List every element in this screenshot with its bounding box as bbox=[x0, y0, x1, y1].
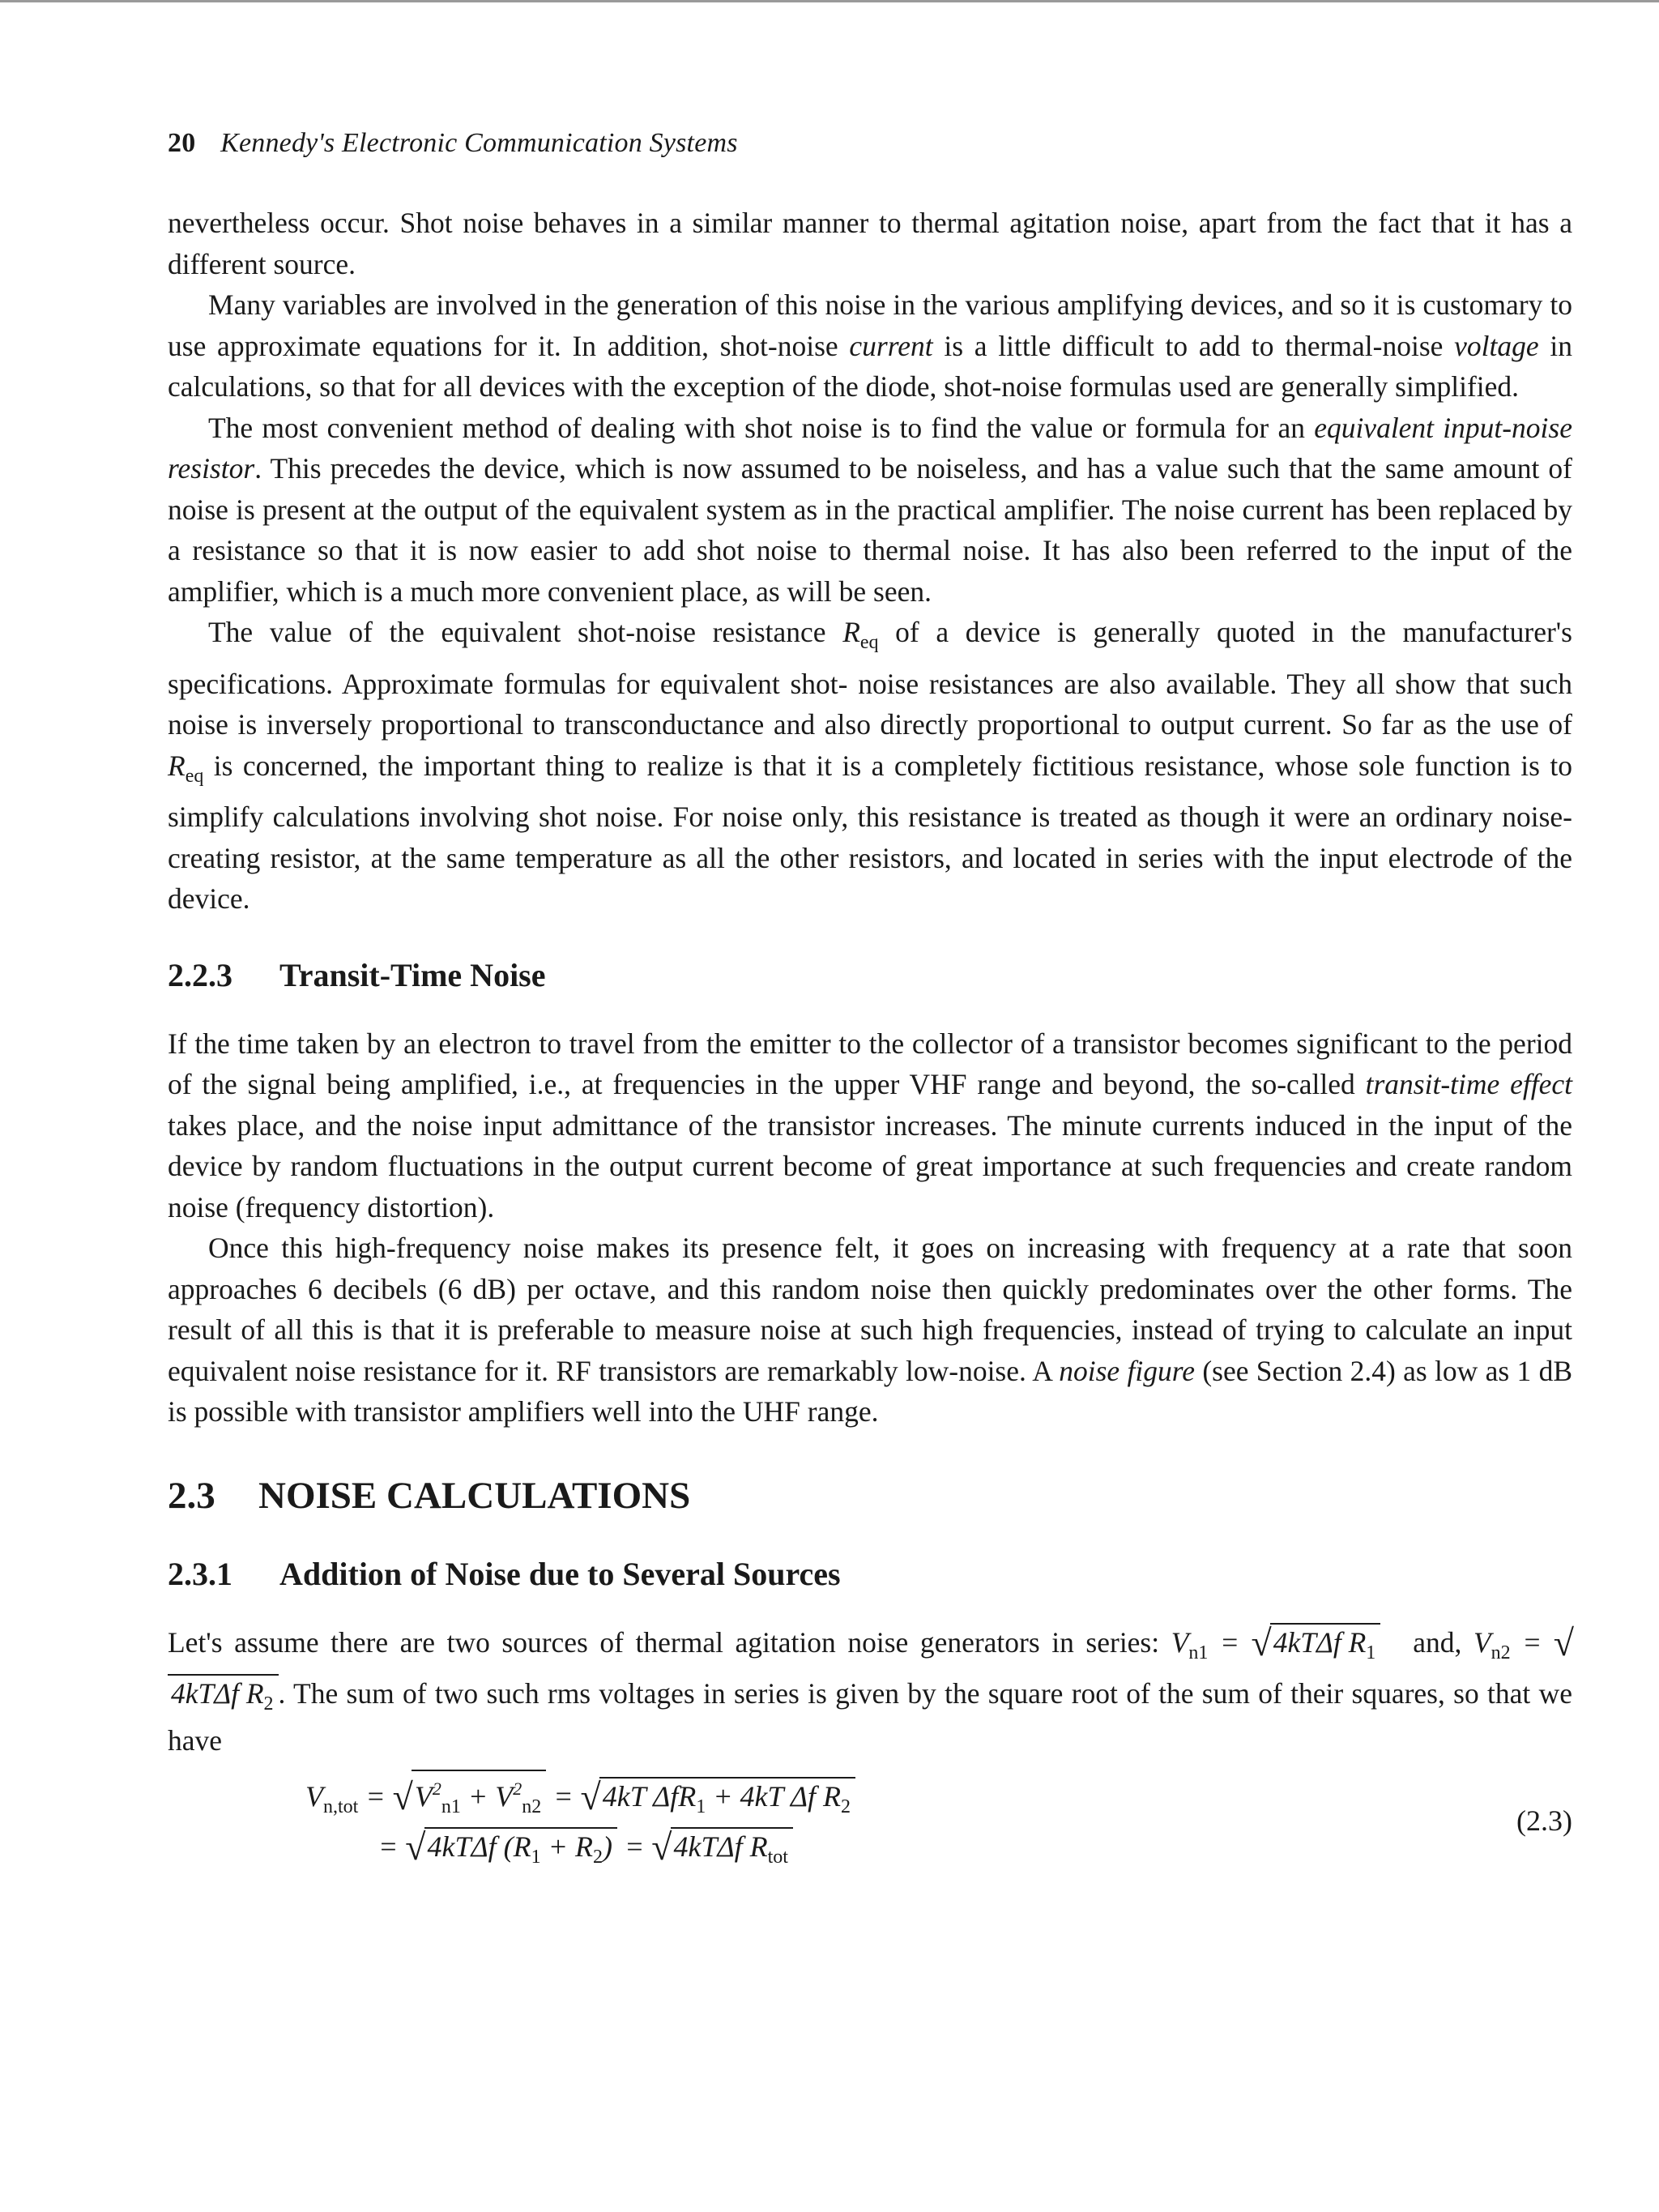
equation-number: (2.3) bbox=[1516, 1804, 1572, 1837]
running-title: Kennedy's Electronic Communication Systems bbox=[220, 128, 738, 158]
section-heading-2-3: 2.3 NOISE CALCULATIONS bbox=[168, 1474, 691, 1517]
top-border bbox=[0, 0, 1659, 2]
paragraph-req: The value of the equivalent shot-noise resistance $R_{eq}$ of a device is generally quoted in the manufacturer's specifications. Approximate formulas for equivalent shot- noise resistances are also available. They all show that such noise is inversely proportional to transconductance and also directly proportional to output current. So far as the use of $R_{eq}$ is concerned, the important thing to realize is that it is a completely fictitious resistance, whose sole function is to simplify calculations involving shot noise. For noise only, this resistance is treated as though it were an ordinary noise-creating resistor, at the same temperature as all the other resistors, and located in series with the input electrode of the device. bbox=[168, 616, 1572, 915]
page-number: 20 bbox=[168, 128, 196, 158]
equation-2-3 bbox=[168, 1770, 1572, 1891]
running-header bbox=[168, 128, 738, 159]
paragraph-transit-time: If the time taken by an electron to travel from the emitter to the collector of a transistor becomes significant to the period of the signal being amplified, i.e., at frequencies in the upper VHF range and beyond, the so-called transit-time effect takes place, and the noise input admittance of the transistor increases. The minute currents induced in the input of the device by random fluctuations in the output current become of great importance at such frequencies and create random noise (frequency distortion). bbox=[168, 1027, 1572, 1223]
equation-line-2: = √4kTΔf $(R_1 + R_2) = √4kT\Delta f$ $R_{tot}$ bbox=[378, 1826, 793, 1873]
equation-line-1: $V_{n,tot} = √V^2_{n1} + V^2_{n2} = √4kT$ ΔfR$_1$ + 4kT Δf $R_2$ bbox=[305, 1770, 855, 1828]
paragraph-noise-addition: Let's assume there are two sources of thermal agitation noise generators in series: $V_{n1} = √4kT\Delta f$ $R_1$ and, $V_{n2} = √4kT\Delta f$ $R_2$ . The sum of two such rms voltages in series is given by the square root of the sum of their squares, so that we have bbox=[168, 1621, 1575, 1757]
vn1-expression: $V_{n1} = √4kT\Delta f$ $R_1$ bbox=[1171, 1626, 1381, 1659]
section-heading-2-3-1: 2.3.1 Addition of Noise due to Several Sources bbox=[168, 1555, 841, 1592]
req-symbol: $R_{eq}$ bbox=[168, 749, 204, 787]
section-heading-2-2-3: 2.2.3 Transit-Time Noise bbox=[168, 956, 546, 993]
paragraph-high-frequency-noise: Once this high-frequency noise makes its presence felt, it goes on increasing with frequency at a rate that soon approaches 6 decibels (6 dB) per octave, and this random noise then quickly predominates over the other forms. The result of all this is that it is preferable to measure noise at such high frequencies, instead of trying to calculate an input equivalent noise resistance for it. RF transistors are remarkably low-noise. A noise figure (see Section 2.4) as low as 1 dB is possible with transistor amplifiers well into the UHF range. bbox=[168, 1232, 1572, 1428]
req-symbol: $R_{eq}$ bbox=[842, 616, 879, 653]
paragraph-equivalent-resistor: The most convenient method of dealing with shot noise is to find the value or formula for an equivalent input-noise resistor. This precedes the device, which is now assumed to be noiseless, and has a value such that the same amount of noise is present at the output of the equivalent system as in the practical amplifier. The noise current has been replaced by a resistance so that it is now easier to add shot noise to thermal noise. It has also been referred to the input of the amplifier, which is a much more convenient place, as will be seen. bbox=[168, 411, 1572, 608]
page-body bbox=[168, 203, 1575, 1891]
paragraph-shot-noise-variables: Many variables are involved in the generation of this noise in the various amplifying devices, and so it is customary to use approximate equations for it. In addition, shot-noise current is a little difficult to add to thermal-noise voltage in calculations, so that for all devices with the exception of the diode, shot-noise formulas used are generally simplified. bbox=[168, 288, 1572, 403]
paragraph-continued: nevertheless occur. Shot noise behaves in a similar manner to thermal agitation noise, apart from the fact that it has a different source. bbox=[168, 207, 1572, 280]
vn2-expression: $V_{n2} = √4kT\Delta f$ $R_2$ bbox=[168, 1626, 1572, 1710]
